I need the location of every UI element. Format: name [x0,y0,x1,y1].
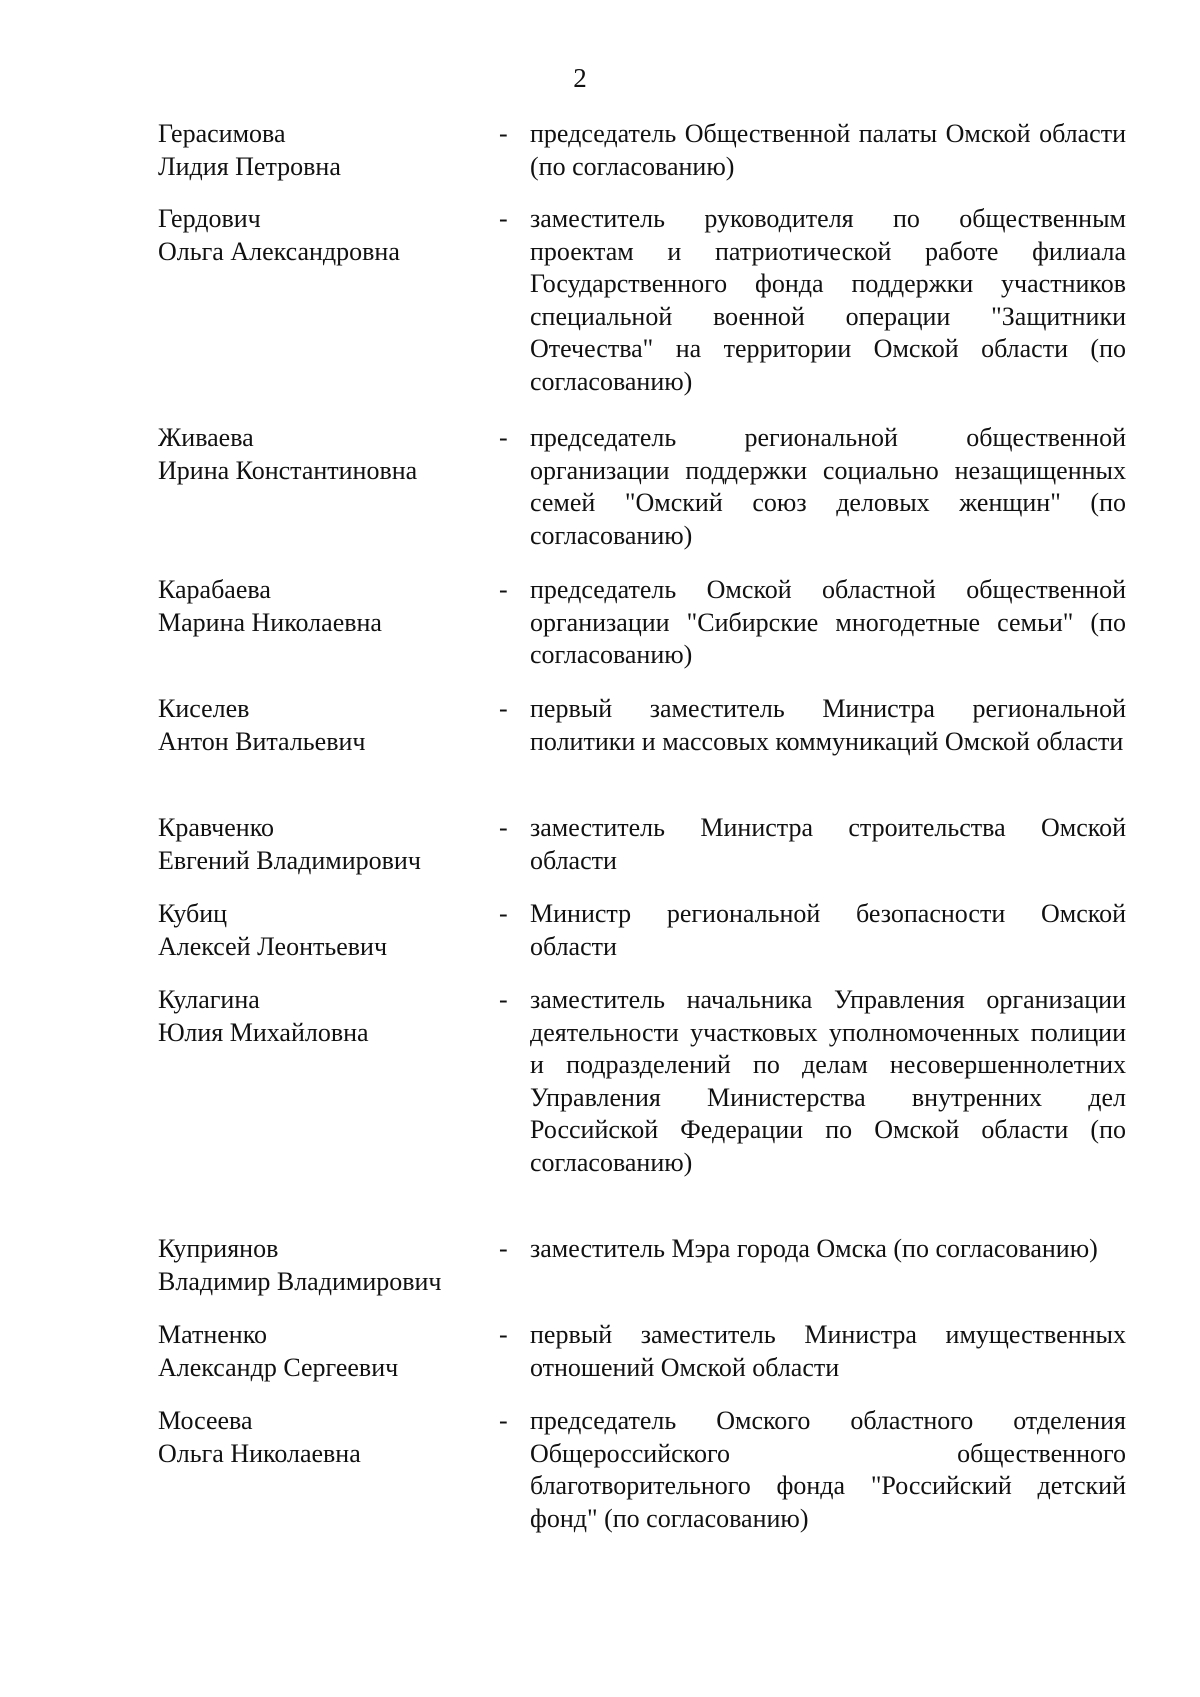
member-given-names: Ольга Николаевна [158,1438,361,1468]
member-given-names: Лидия Петровна [158,151,341,181]
member-surname: Карабаева [158,575,271,604]
member-given-names: Ирина Константиновна [158,455,418,485]
member-given-names: Антон Витальевич [158,726,366,756]
separator-dash: - [499,119,508,148]
member-role: председатель Омской областной общественной организации "Сибирские многодетные семьи" (по согласованию) [530,575,1126,669]
member-role: первый заместитель Министра имущественных отношений Омской области [530,1320,1126,1382]
member-surname: Живаева [158,423,254,452]
member-role: председатель региональной общественной организации поддержки социально незащищенных семей "Омский союз деловых женщин" (по согласованию) [530,423,1126,550]
page-number: 2 [573,63,587,93]
member-name [158,984,488,1049]
member-name [158,422,488,487]
member-surname: Кубиц [158,899,228,928]
member-role: заместитель Министра строительства Омской области [530,813,1126,875]
member-given-names: Александр Сергеевич [158,1352,399,1382]
member-surname: Кулагина [158,985,260,1014]
member-name [158,898,488,963]
member-given-names: Ольга Александровна [158,236,400,266]
member-surname: Гердович [158,204,261,233]
member-surname: Кравченко [158,813,275,842]
member-role: заместитель руководителя по общественным проектам и патриотической работе филиала Государственного фонда поддержки участников специальной военной операции "Защитники Отечества" на территории Омской области (по согласованию) [530,204,1126,396]
separator-dash: - [499,575,508,604]
separator-dash: - [499,1406,508,1435]
separator-dash: - [499,694,508,723]
member-given-names: Алексей Леонтьевич [158,931,388,961]
separator-dash: - [499,204,508,233]
member-role: председатель Омского областного отделения Общероссийского общественного благотворительного фонда "Российский детский фонд" (по согласованию) [530,1406,1126,1533]
member-surname: Герасимова [158,119,286,148]
member-role: председатель Общественной палаты Омской области (по согласованию) [530,119,1126,181]
member-name [158,693,488,758]
member-role: Министр региональной безопасности Омской области [530,899,1126,961]
separator-dash: - [499,985,508,1014]
separator-dash: - [499,1320,508,1349]
member-surname: Матненко [158,1320,268,1349]
member-given-names: Евгений Владимирович [158,845,421,875]
member-given-names: Юлия Михайловна [158,1017,369,1047]
member-surname: Мосеева [158,1406,253,1435]
member-name [158,812,488,877]
member-name [158,574,488,639]
member-role: заместитель начальника Управления организации деятельности участковых уполномоченных полиции и подразделений по делам несовершеннолетних Управления Министерства внутренних дел Российской Федерации по Омской области (по согласованию) [530,985,1126,1177]
separator-dash: - [499,423,508,452]
member-surname: Куприянов [158,1234,279,1263]
separator-dash: - [499,899,508,928]
member-name [158,1233,488,1298]
member-given-names: Марина Николаевна [158,607,382,637]
member-role: заместитель Мэра города Омска (по согласованию) [530,1234,1098,1263]
member-name [158,1405,488,1470]
member-role: первый заместитель Министра региональной политики и массовых коммуникаций Омской области [530,694,1126,756]
separator-dash: - [499,1234,508,1263]
separator-dash: - [499,813,508,842]
member-name [158,203,488,268]
member-name [158,1319,488,1384]
member-name [158,118,488,183]
member-given-names: Владимир Владимирович [158,1266,442,1296]
member-surname: Киселев [158,694,250,723]
